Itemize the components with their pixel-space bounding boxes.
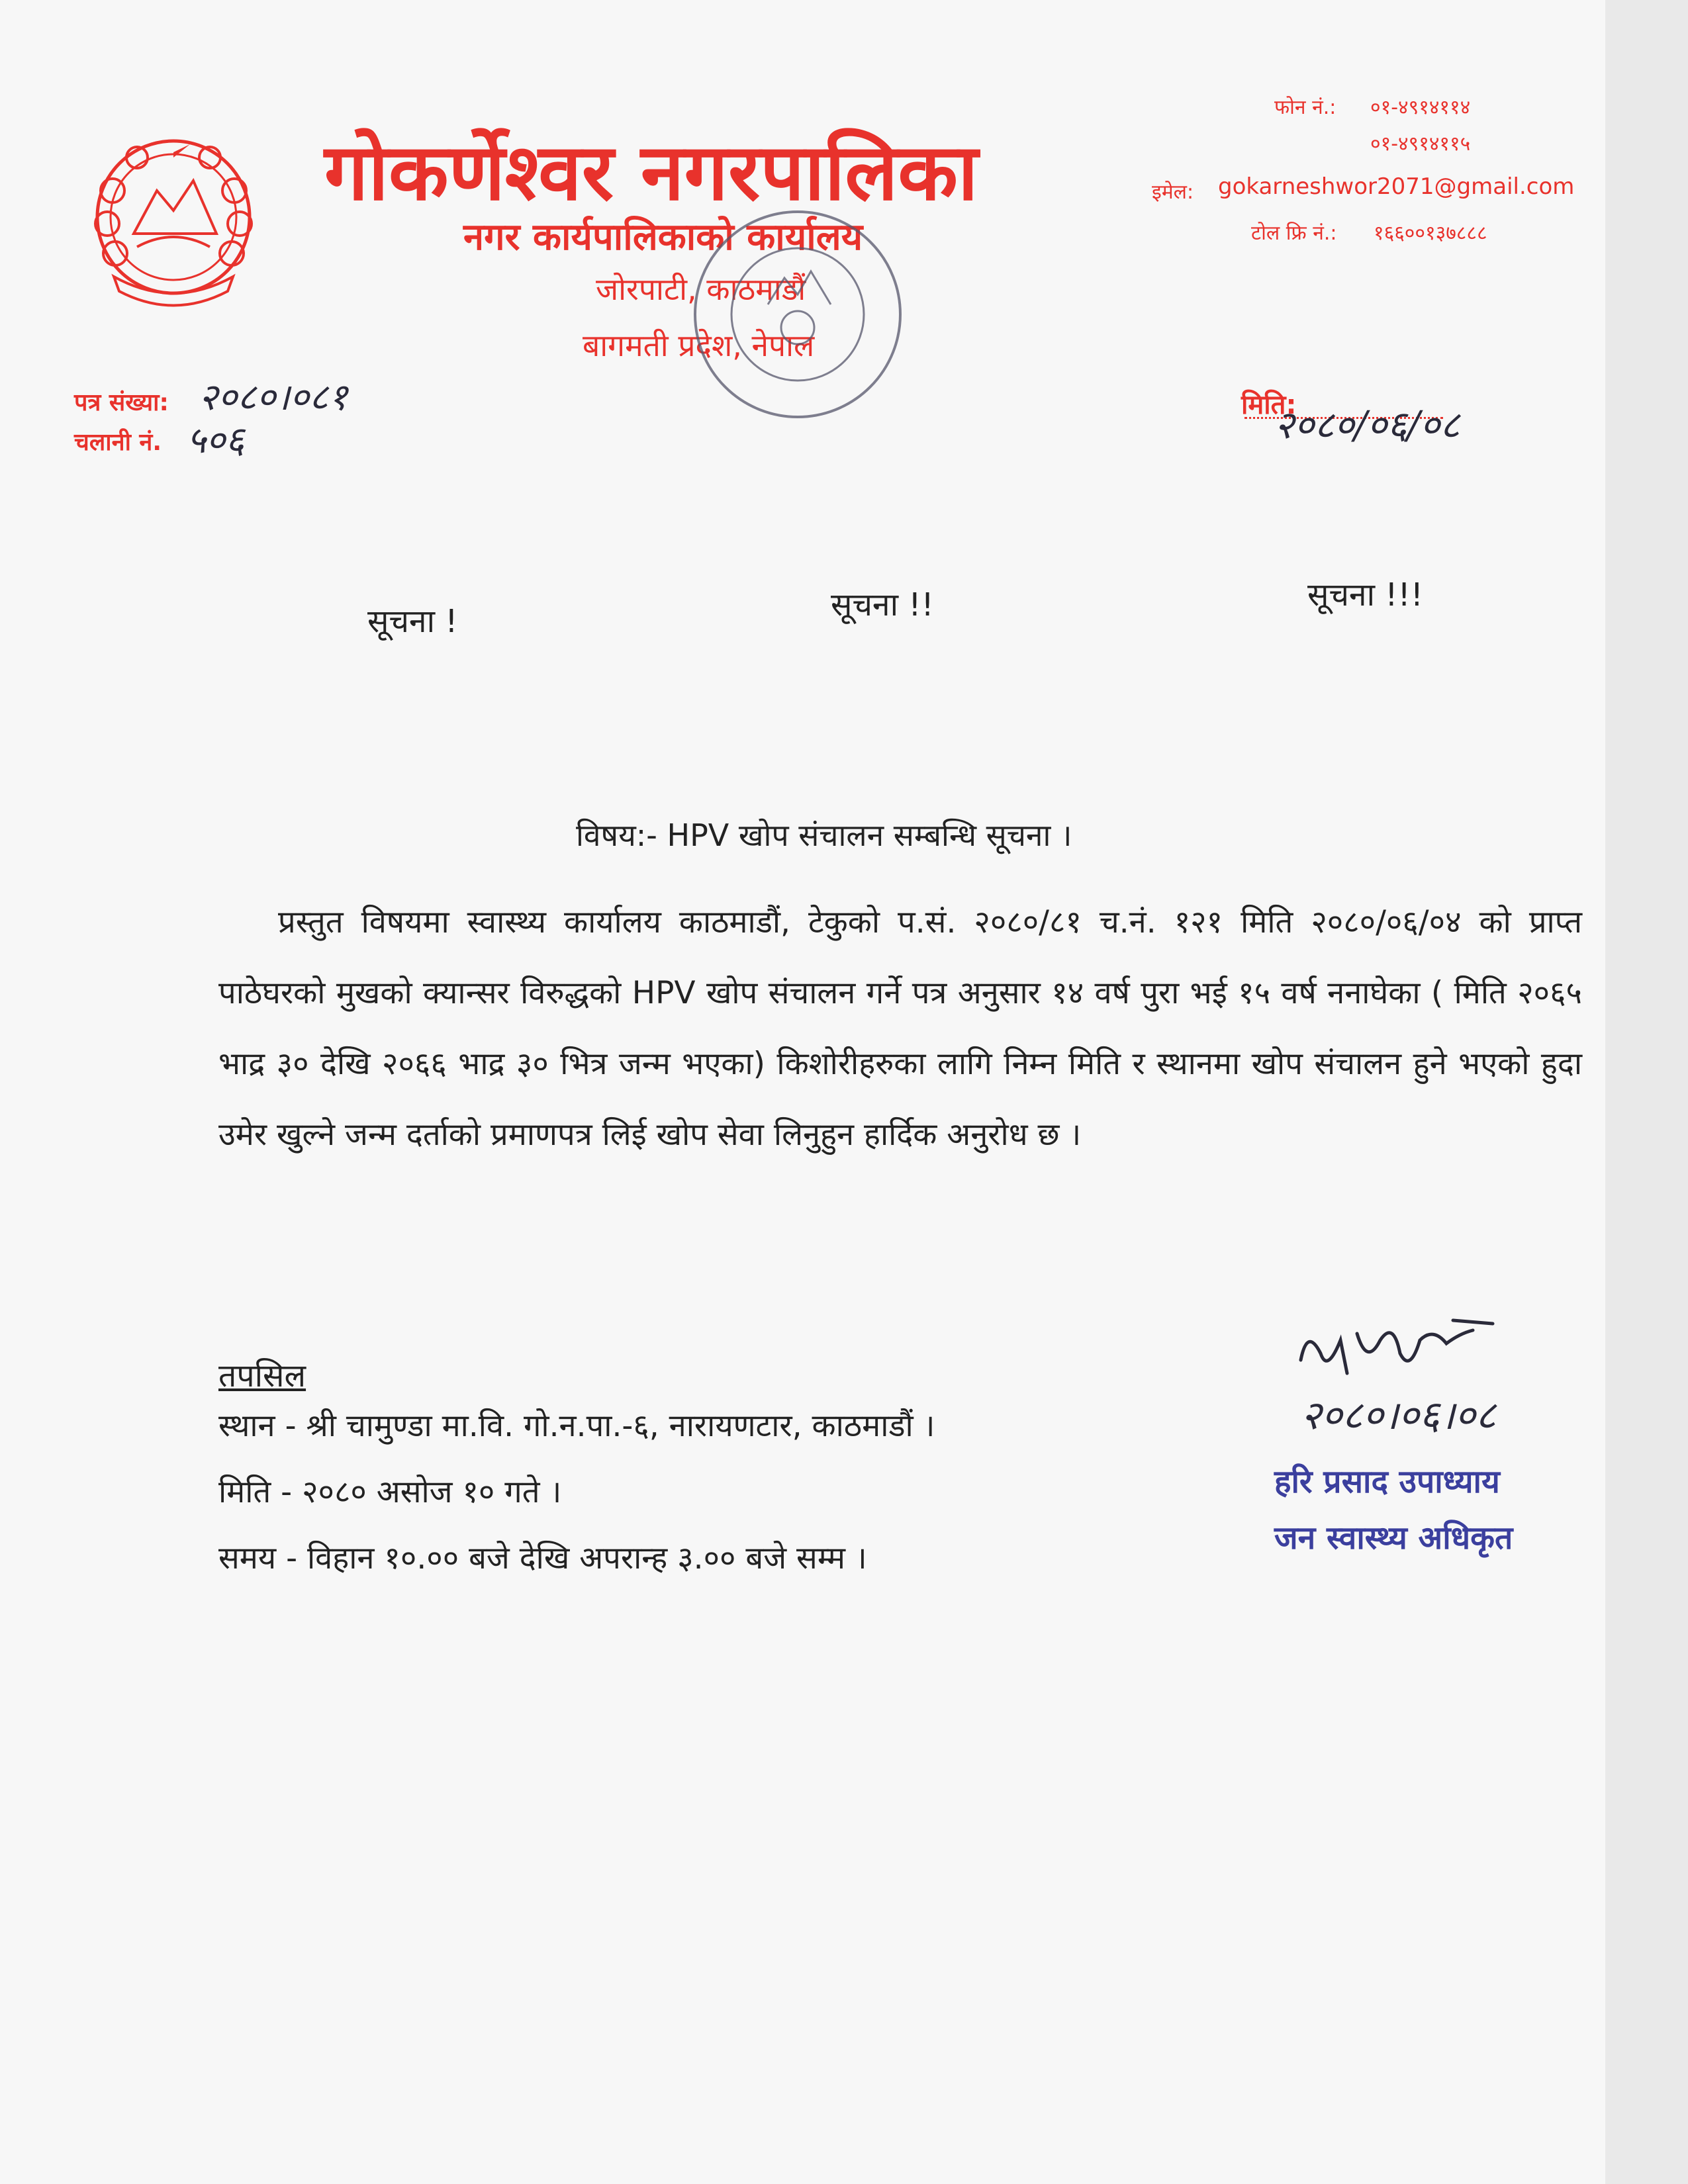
letter-date: २०८०/०६/०८ — [1274, 402, 1460, 447]
email-address: gokarneshwor2071@gmail.com — [1218, 173, 1575, 200]
schedule-time: समय - विहान १०.०० बजे देखि अपरान्ह ३.०० बजे सम्म । — [218, 1540, 867, 1576]
body-paragraph: प्रस्तुत विषयमा स्वास्थ्य कार्यालय काठमाडौं, टेकुको प.सं. २०८०/८१ च.नं. १२१ मिति २०८०/०६/०४ को प्राप्त पाठेघरको मुखको क्यान्सर विरुद्धको HPV खोप संचालन गर्ने पत्र अनुसार १४ वर्ष पुरा भई १५ वर्ष ननाघेका ( मिति २०६५ भाद्र ३० देखि २०६६ भाद्र ३० भित्र जन्म भएका) किशोरीहरुका लागि निम्न मिति र स्थानमा खोप संचालन हुने भएको हुदा उमेर खुल्ने जन्म दर्ताको प्रमाणपत्र लिई खोप सेवा लिनुहुन हार्दिक अनुरोध छ । — [218, 904, 1582, 1153]
address-line-1: जोरपाटी, काठमाडौं — [596, 271, 806, 307]
phone-number-1: ०१-४९१४११४ — [1370, 96, 1471, 119]
tollfree-label: टोल फ्रि नं.: — [1251, 222, 1337, 245]
notice-heading-1: सूचना ! — [367, 603, 458, 640]
org-title: गोकर्णेश्वर नगरपालिका — [324, 126, 978, 218]
office-seal-icon — [688, 205, 907, 424]
schedule-date: मिति - २०८० असोज १० गते । — [218, 1474, 562, 1510]
email-label: इमेल: — [1152, 181, 1194, 204]
dispatch-number-label: चलानी नं. — [74, 429, 162, 456]
officer-title: जन स्वास्थ्य अधिकृत — [1274, 1520, 1513, 1557]
notice-heading-3: सूचना !!! — [1307, 576, 1423, 614]
date-label: मिति: — [1241, 390, 1297, 420]
scan-edge — [1605, 0, 1688, 2184]
signature-icon — [1294, 1314, 1506, 1387]
address-line-2: बागमती प्रदेश, नेपाल — [583, 328, 815, 363]
tollfree-number: १६६००१३७८८८ — [1374, 222, 1487, 245]
phone-number-2: ०१-४९१४११५ — [1370, 132, 1471, 156]
officer-name: हरि प्रसाद उपाध्याय — [1274, 1463, 1500, 1500]
dispatch-number: ५०६ — [187, 419, 245, 462]
nepal-emblem-icon — [74, 118, 273, 316]
letter-number: २०८०।०८१ — [199, 376, 348, 419]
phone-label: फोन नं.: — [1274, 96, 1336, 119]
signature-date: २०८०।०६।०८ — [1301, 1392, 1497, 1439]
letter-number-label: पत्र संख्या: — [74, 389, 169, 416]
org-subtitle: नगर कार्यपालिकाको कार्यालय — [463, 216, 863, 259]
schedule-location: स्थान - श्री चामुण्डा मा.वि. गो.न.पा.-६, नारायणटार, काठमाडौं । — [218, 1408, 935, 1444]
subject-line: विषय:- HPV खोप संचालन सम्बन्धि सूचना । — [576, 817, 1072, 853]
notice-heading-2: सूचना !! — [831, 586, 934, 623]
schedule-heading: तपसिल — [218, 1357, 306, 1394]
